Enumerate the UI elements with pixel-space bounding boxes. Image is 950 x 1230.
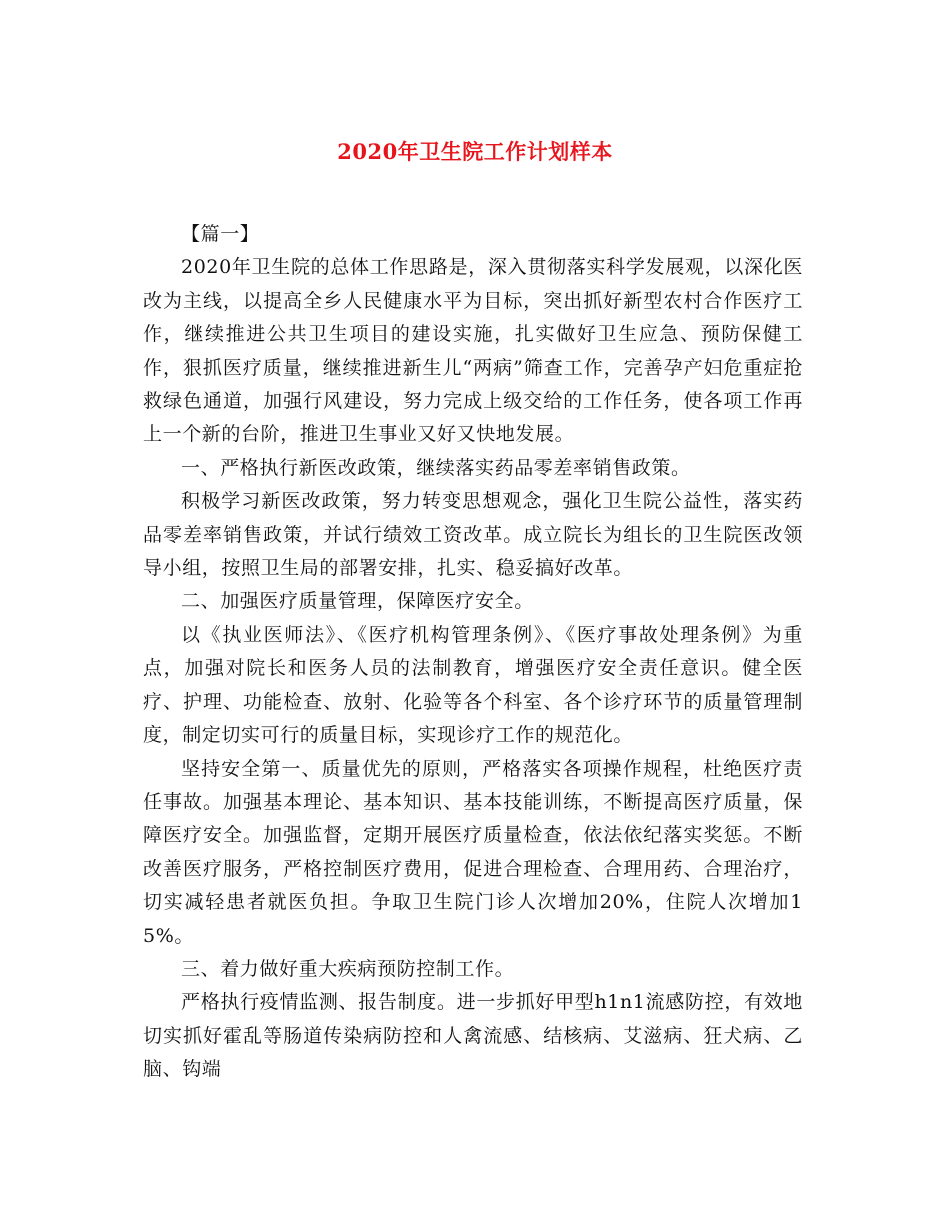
heading-section-3: 三、着力做好重大疾病预防控制工作。: [181, 957, 515, 980]
paragraph-section-3: 严格执行疫情监测、报告制度。进一步抓好甲型h1n1流感防控，有效地切实抓好霍乱等肠道传染病防控和人禽流感、结核病、艾滋病、狂犬病、乙脑、钩端: [143, 991, 803, 1081]
paragraph-section-1: 积极学习新医改政策，努力转变思想观念，强化卫生院公益性，落实药品零差率销售政策，并试行绩效工资改革。成立院长为组长的卫生院医改领导小组，按照卫生局的部署安排，扎实、稳妥搞好改革。: [143, 490, 803, 580]
document-body: [143, 218, 803, 1087]
heading-section-1: 一、严格执行新医改政策，继续落实药品零差率销售政策。: [181, 456, 691, 479]
heading-section-2: 二、加强医疗质量管理，保障医疗安全。: [181, 590, 534, 613]
paragraph-section-2a: 以《执业医师法》、《医疗机构管理条例》、《医疗事故处理条例》为重点，加强对院长和医务人员的法制教育，增强医疗安全责任意识。健全医疗、护理、功能检查、放射、化验等各个科室、各个诊疗环节的质量管理制度，制定切实可行的质量目标，实现诊疗工作的规范化。: [143, 623, 803, 747]
section-marker: 【篇一】: [181, 223, 260, 245]
paragraph-overview: 2020年卫生院的总体工作思路是，深入贯彻落实科学发展观，以深化医改为主线，以提高全乡人民健康水平为目标，突出抓好新型农村合作医疗工作，继续推进公共卫生项目的建设实施，扎实做好卫生应急、预防保健工作，狠抓医疗质量，继续推进新生儿“两病”筛查工作，完善孕产妇危重症抢救绿色通道，加强行风建设，努力完成上级交给的工作任务，使各项工作再上一个新的台阶，推进卫生事业又好又快地发展。: [143, 256, 803, 446]
paragraph-section-2b: 坚持安全第一、质量优先的原则，严格落实各项操作规程，杜绝医疗责任事故。加强基本理论、基本知识、基本技能训练，不断提高医疗质量，保障医疗安全。加强监督，定期开展医疗质量检查，依法依纪落实奖惩。不断改善医疗服务，严格控制医疗费用，促进合理检查、合理用药、合理治疗，切实减轻患者就医负担。争取卫生院门诊人次增加20%，住院人次增加15%。: [143, 757, 803, 947]
document-title: 2020年卫生院工作计划样本: [337, 139, 613, 164]
